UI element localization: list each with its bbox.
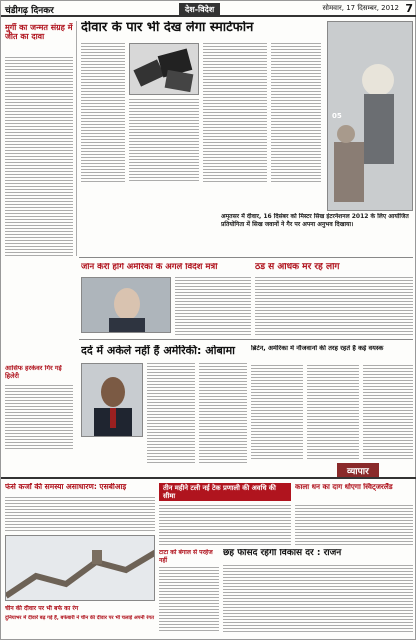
kerry-body-a (175, 277, 251, 335)
smartphone-body-d (271, 43, 321, 183)
cold-headline: ठंड से अधिक मर रहे लोग (255, 263, 340, 272)
obama-portrait (82, 364, 143, 437)
obama-body-a (147, 363, 195, 463)
growth-headline: छह फीसद रहेगी विकास दर : राजन (223, 549, 342, 558)
hillary-body (5, 385, 73, 451)
bengal-body (159, 567, 219, 633)
smartphone-body-a (81, 43, 125, 183)
section-rule (79, 339, 413, 340)
smartphone-body-c (203, 43, 267, 183)
obama-body-b (199, 363, 247, 463)
china-wall-photo (5, 535, 155, 601)
paper-name: चंडीगढ़ दिनकर (5, 6, 54, 16)
china-wall-caption: चीन की दीवार पर भी बर्फ का रंग (5, 605, 79, 612)
page-number: 7 (405, 2, 413, 15)
obama-headline: दर्द में अकेले नहीं हैं अमेरिकी: ओबामा (81, 345, 236, 357)
cold-body (255, 277, 413, 335)
section-label: देश-विदेश (179, 3, 220, 16)
kerry-headline: जॉन केरी होंगे अमेरिका के अगले विदेश मंत्री (81, 263, 218, 272)
sbi-body (5, 497, 155, 531)
sikh-event-photo (327, 21, 413, 211)
sbi-headline: फंसे कर्जों की समस्या असाधारण: एसबीआइ (5, 483, 127, 491)
kerry-photo (81, 277, 171, 333)
smartphone-body-b (129, 99, 199, 183)
three-months-body (159, 505, 291, 545)
hillary-headline: आसिफ हरकेवर गिर गईं हिलेरी (5, 365, 62, 380)
section-rule (79, 257, 413, 258)
three-months-headline: तीन महीने टली नई टेक प्रणाली की अवधि की सीमा (159, 483, 291, 501)
snowy-wall-illustration (6, 536, 155, 601)
left-column-body (5, 57, 73, 257)
section-rule (1, 477, 416, 479)
smartphone-headline: दीवार के पार भी देख लेगा स्मार्टफोन (81, 21, 254, 35)
black-money-body (295, 505, 413, 545)
photo-number: 05 (332, 112, 342, 120)
britain-body-b (307, 365, 359, 461)
china-wall-subcaption: दुनियाभर में दीवारें बढ़ गई हैं, बर्फबारी ने चीन की दीवार पर भी चलाई अपनी रंगत (5, 615, 155, 621)
britain-body-c (363, 365, 413, 461)
column-rule (76, 21, 77, 256)
kerry-portrait (82, 278, 171, 333)
sikh-event-caption: अमृतसर में दीवार, 16 दिसंबर को मिस्टर सिख इंटरनेशनल 2012 के लिए आयोजित प्रतियोगिता में सिख जवानों ने गैर पर अपना अनुभव दिखाया। (221, 213, 409, 228)
issue-date: सोमवार, 17 दिसम्बर, 2012 (322, 4, 399, 12)
obama-photo (81, 363, 143, 437)
growth-body (223, 565, 413, 633)
smartphone-photo (129, 43, 199, 95)
bengal-headline: टाटा को बंगाल से परहेज नहीं (159, 549, 213, 564)
business-section-label: व्यापार (337, 463, 379, 478)
page-header (1, 1, 416, 17)
left-column-headline: मुर्गी का जन्मत संग्रह में जीत का दावा (5, 23, 73, 42)
britain-headline: ब्रिटेन, अमेरिका में नौजवानों की तरह रहते हैं कई वयस्क (251, 345, 384, 352)
black-money-headline: काला धन का दाग धोएगा स्विट्जरलैंड (295, 483, 393, 491)
britain-body-a (251, 365, 303, 461)
phones-illustration (130, 44, 199, 95)
